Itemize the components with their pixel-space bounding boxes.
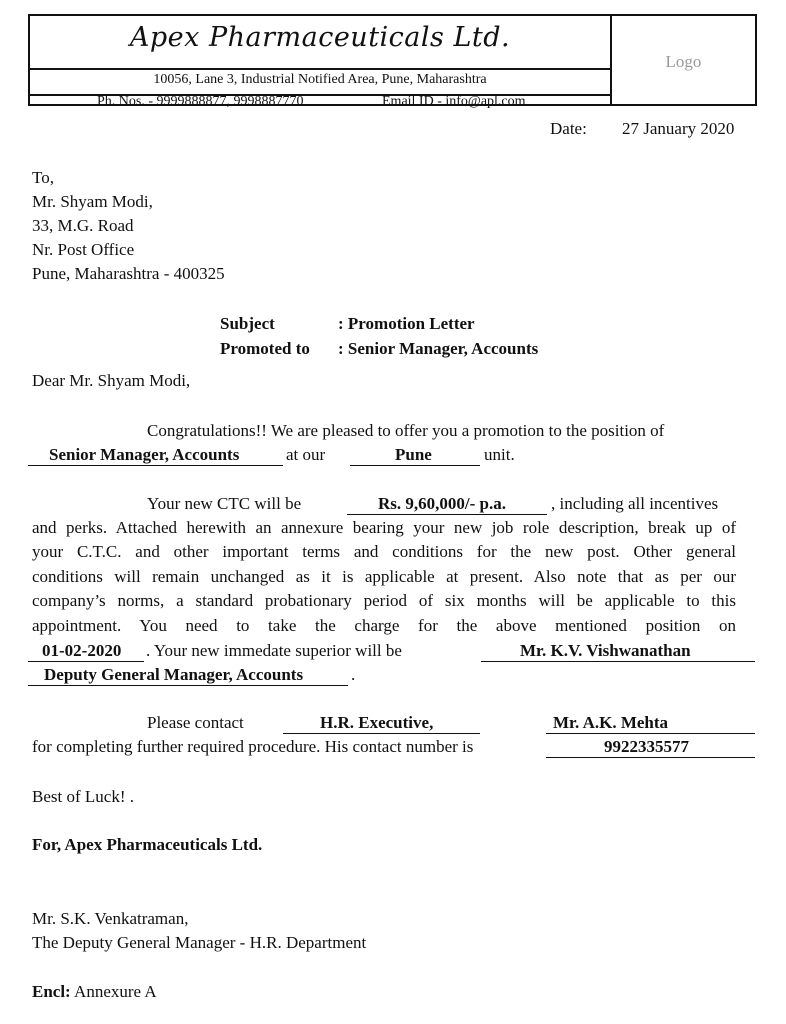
location: Pune — [395, 445, 432, 464]
signatory-name: Mr. S.K. Venkatraman, — [32, 909, 189, 928]
superior-name: Mr. K.V. Vishwanathan — [520, 641, 691, 660]
enclosure — [32, 982, 157, 1002]
enclosure-label: Encl: — [32, 982, 71, 1001]
unit-text: unit. — [484, 445, 515, 464]
enclosure-value: Annexure A — [70, 982, 157, 1001]
recipient-address-line1: 33, M.G. Road — [32, 216, 134, 235]
contact-lead: Please contact — [147, 713, 244, 732]
para2-line5: company’s norms, a standard probationary period of six months will be applicable to this — [32, 591, 736, 610]
phone-numbers: Ph. Nos. - 9999888877, 9998887770 — [97, 94, 304, 109]
logo-placeholder: Logo — [665, 52, 702, 71]
company-address: 10056, Lane 3, Industrial Notified Area, Pune, Maharashtra — [30, 68, 610, 96]
for-company: For, Apex Pharmaceuticals Ltd. — [32, 835, 263, 854]
at-our-text: at our — [286, 445, 326, 464]
promoted-to-value: : Senior Manager, Accounts — [338, 339, 539, 358]
new-position: Senior Manager, Accounts — [49, 445, 240, 464]
recipient-to: To, — [32, 168, 54, 187]
joining-date: 01-02-2020 — [42, 641, 122, 660]
superior-underline — [481, 661, 755, 662]
subject-value: : Promotion Letter — [338, 314, 475, 333]
contact-role-underline — [283, 733, 480, 734]
subject-label: Subject — [220, 314, 275, 333]
contact-line2: for completing further required procedure. His contact number is — [32, 737, 474, 756]
para2-line3: your C.T.C. and other important terms and conditions for the new post. Other general — [32, 542, 736, 561]
contact-number: 9922335577 — [604, 737, 689, 756]
ctc-underline — [347, 514, 547, 515]
ctc-trailing: , including all incentives — [551, 494, 719, 513]
letterhead — [28, 14, 612, 109]
contact-name-underline — [546, 733, 755, 734]
recipient-name: Mr. Shyam Modi, — [32, 192, 153, 211]
para1-line1: Congratulations!! We are pleased to offer you a promotion to the position of — [147, 421, 665, 440]
contact-number-underline — [546, 757, 755, 758]
joining-date-underline — [28, 661, 144, 662]
logo-box — [612, 14, 757, 106]
date-label: Date: — [550, 119, 587, 138]
promoted-to-label: Promoted to — [220, 339, 310, 358]
para2-line2: and perks. Attached herewith an annexure bearing your new job role description, break up of — [32, 518, 736, 537]
email-address: Email ID - info@apl.com — [382, 94, 526, 109]
contact-name: Mr. A.K. Mehta — [553, 713, 669, 732]
location-underline — [350, 465, 480, 466]
contact-role: H.R. Executive, — [320, 713, 434, 732]
para2-end: . — [351, 665, 356, 684]
date-value: 27 January 2020 — [622, 119, 735, 138]
superior-text: . Your new immedate superior will be — [146, 641, 402, 660]
ctc-value: Rs. 9,60,000/- p.a. — [378, 494, 506, 513]
para2-line6: appointment. You need to take the charge for the above mentioned position on — [32, 616, 736, 635]
recipient-address-line3: Pune, Maharashtra - 400325 — [32, 264, 225, 283]
superior-title: Deputy General Manager, Accounts — [44, 665, 304, 684]
position-underline — [28, 465, 283, 466]
para2-line4: conditions will remain unchanged as it is applicable at present. Also note that as per our — [32, 567, 736, 586]
company-name: Apex Pharmaceuticals Ltd. — [30, 18, 610, 70]
salutation: Dear Mr. Shyam Modi, — [32, 371, 191, 390]
recipient-address-line2: Nr. Post Office — [32, 240, 135, 259]
superior-title-underline — [28, 685, 348, 686]
signatory-designation: The Deputy General Manager - H.R. Department — [32, 933, 367, 952]
company-contact — [30, 94, 610, 109]
ctc-lead: Your new CTC will be — [147, 494, 302, 513]
best-of-luck: Best of Luck! . — [32, 787, 134, 806]
